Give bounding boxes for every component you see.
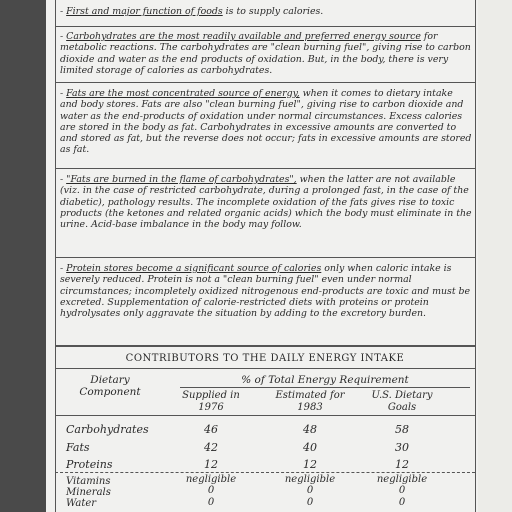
row-label-fats: Fats — [66, 441, 90, 454]
cell-minerals-goals: 0 — [398, 485, 406, 496]
divider — [55, 168, 475, 169]
paragraph-text: when the latter are not available (viz. in the case of restricted carbohydrate, during a prolonged fast, in the case of the diabetic), pathology results. The incomplete oxidation of the fats gives rise to toxic products (the ketones and related organic acids) which the body must eliminate in the urine. Acid-base imbalance in the body may follow. — [60, 174, 472, 231]
paragraph-4: - "Fats are burned in the flame of carbohydrates", when the latter are not available (viz. in the case of restricted carbohydrate, during a prolonged fast, in the case of the diabetic), pathology results. The incomplete oxidation of the fats gives rise to toxic products (the ketones and related organic acids) which the body must eliminate in the urine. Acid-base imbalance in the body may follow. — [60, 174, 472, 231]
cell-vitamins-1983: negligible — [284, 474, 336, 485]
cell-proteins-goals: 12 — [395, 458, 409, 471]
group-header: % of Total Energy Requirement — [241, 374, 409, 386]
column-header-1983: Estimated for 1983 — [275, 390, 345, 413]
group-header-rule — [180, 387, 470, 388]
cell-fats-1983: 40 — [303, 441, 317, 454]
paragraph-3: - Fats are the most concentrated source of energy, when it comes to dietary intake and body stores. Fats are also "clean burning fuel", giving rise to carbon dioxide and water as the end-products of oxidation under normal circumstances. Excess calories are stored in the body as fat. Carbohydrates in excessive amounts are converted to and stored as fat, but the reverse does not occur; fats in excessive amounts are stored as fat. — [60, 88, 472, 156]
row-label-proteins: Proteins — [66, 458, 113, 471]
dashed-divider — [55, 472, 475, 473]
row-label-carbohydrates: Carbohydrates — [66, 423, 149, 436]
table-title-rule — [55, 368, 475, 369]
cell-water-1976: 0 — [207, 497, 215, 508]
divider — [55, 26, 475, 27]
cell-minerals-1976: 0 — [207, 485, 215, 496]
cell-fats-1976: 42 — [204, 441, 218, 454]
paragraph-text: for metabolic reactions. The carbohydrates are "clean burning fuel", giving rise to carbon dioxide and water as the end products of oxidation. But, in the body, there is very limited storage of calories as carbohydrates. — [60, 31, 471, 76]
divider — [55, 82, 475, 83]
header-rule — [55, 415, 475, 416]
paragraph-text: only when caloric intake is severely reduced. Protein is not a "clean burning fuel" even under normal circumstances; incompletely oxidized nitrogenous end-products are toxic and must be excreted. Supplementation of calorie-restricted diets with proteins or protein hydrolysates only aggravate the situation by adding to the excretory burden. — [60, 263, 471, 320]
cell-carbohydrates-goals: 58 — [395, 423, 409, 436]
right-border-line — [475, 0, 476, 512]
cell-proteins-1976: 12 — [204, 458, 218, 471]
cell-fats-goals: 30 — [395, 441, 409, 454]
paragraph-text: when it comes to dietary intake and body stores. Fats are also "clean burning fuel", giving rise to carbon dioxide and water as the end-products of oxidation under normal circumstances. Excess calories are stored in the body as fat. Carbohydrates in excessive amounts are converted to and stored as fat, but the reverse does not occur; fats in excessive amounts are stored as fat. — [60, 88, 472, 156]
divider — [55, 345, 475, 347]
cell-vitamins-1976: negligible — [185, 474, 237, 485]
paragraph-lead: First and major function of foods — [66, 6, 223, 17]
cell-minerals-1983: 0 — [306, 485, 314, 496]
row-label-vitamins: Vitamins — [66, 476, 111, 487]
cell-carbohydrates-1983: 48 — [303, 423, 317, 436]
cell-water-1983: 0 — [306, 497, 314, 508]
paragraph-lead: Fats are the most concentrated source of energy, — [66, 88, 300, 99]
component-header: Dietary Component — [79, 374, 141, 398]
paragraph-lead: Carbohydrates are the most readily available and preferred energy source — [66, 31, 421, 42]
paragraph-text: is to supply calories. — [222, 6, 324, 17]
paragraph-2: - Carbohydrates are the most readily available and preferred energy source for metabolic reactions. The carbohydrates are "clean burning fuel", giving rise to carbon dioxide and water as the end products of oxidation. But, in the body, there is very limited storage of calories as carbohydrates. — [60, 31, 471, 76]
cell-vitamins-goals: negligible — [376, 474, 428, 485]
paragraph-1: - First and major function of foods is to supply calories. — [60, 6, 324, 17]
cell-water-goals: 0 — [398, 497, 406, 508]
cell-proteins-1983: 12 — [303, 458, 317, 471]
row-label-minerals: Minerals — [66, 487, 111, 498]
column-header-goals: U.S. Dietary Goals — [371, 390, 433, 413]
page-right-margin — [478, 0, 512, 512]
paragraph-lead: "Fats are burned in the flame of carbohydrates", — [66, 174, 297, 185]
table-title: CONTRIBUTORS TO THE DAILY ENERGY INTAKE — [125, 353, 405, 364]
divider — [55, 257, 475, 258]
cell-carbohydrates-1976: 46 — [204, 423, 218, 436]
paragraph-5: - Protein stores become a significant source of calories only when caloric intake is severely reduced. Protein is not a "clean burning fuel" even under normal circumstances; incompletely oxidized nitrogenous end-products are toxic and must be excreted. Supplementation of calorie-restricted diets with proteins or protein hydrolysates only aggravate the situation by adding to the excretory burden. — [60, 263, 471, 320]
left-border-line — [55, 0, 56, 512]
row-label-water: Water — [66, 498, 97, 509]
column-header-1976: Supplied in 1976 — [182, 390, 240, 413]
paragraph-lead: Protein stores become a significant source of calories — [66, 263, 322, 274]
